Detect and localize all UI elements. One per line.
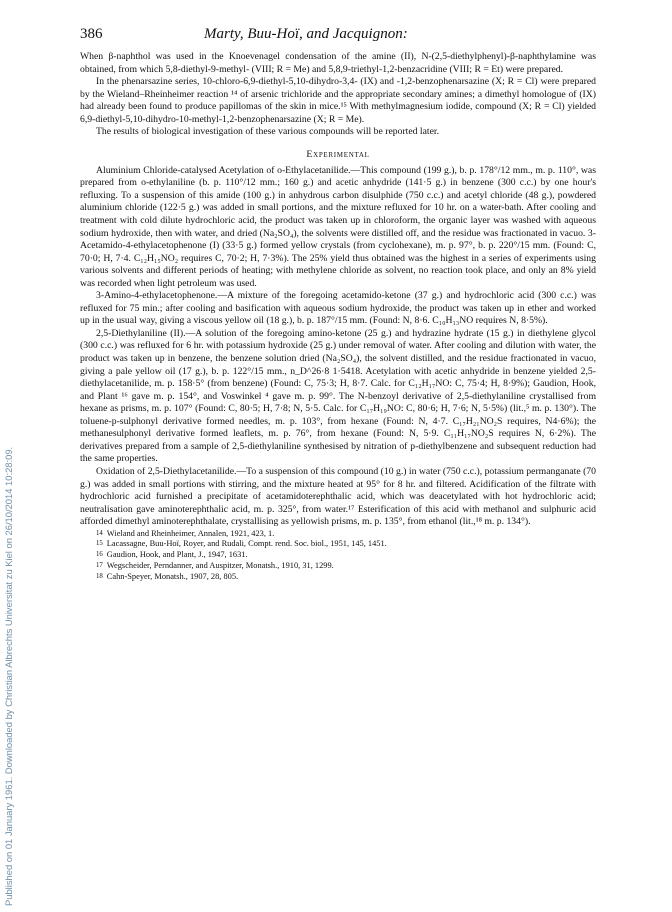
footnote-text: Wegscheider, Perndanner, and Auspitzer, Monatsh., 1910, 31, 1299.	[106, 561, 334, 571]
page-number: 386	[80, 26, 103, 42]
download-watermark	[2, 96, 16, 906]
footnote	[80, 550, 596, 561]
paragraph: The results of biological investigation of these various compounds will be reported later.	[96, 126, 440, 138]
footnote-text: Cahn-Speyer, Monatsh., 1907, 28, 805.	[106, 571, 239, 581]
experimental-paragraph: Aluminium Chloride-catalysed Acetylation of o-Ethylacetanilide.—This compound (199 g.), b. p. 178°/12 mm., m. p. 110°, was prepared from o-ethylaniline (b. p. 110°/12 mm.; 160 g.) and acetic anhydride (141·5 g.) in benzene (300 c.c.) by one hour's refluxing. To a suspension of this amide (100 g.) in anhydrous carbon disulphide (750 c.c.) and acetyl chloride (48 g.), powdered aluminium chloride (122·5 g.) was added in small portions, and the mixture refluxed for 10 hr. on a water-bath. After cooling and treatment with cold dilute hydrochloric acid, the product was taken up in chloroform, the organic layer was washed with aqueous sodium hydroxide, then with water, and dried (Na₂SO₄), the solvents were distilled off, and the residue was fractionated in vacuo. 3-Acetamido-4-ethylacetophenone (I) (33·5 g.) formed yellow crystals (from cyclohexane), m. p. 97°, b. p. 220°/15 mm. (Found: C, 70·0; H, 7·4. C₁₂H₁₅NO₂ requires C, 70·2; H, 7·3%). The 25% yield thus obtained was the highest in a series of experiments using various solvents and different periods of heating; with methylene chloride as solvent, no reaction took place, and only an 8% yield was recorded when light petroleum was used.	[80, 164, 596, 289]
footnote-ref: 15	[96, 540, 103, 548]
footnote-ref: 14	[96, 529, 103, 537]
running-header	[80, 26, 596, 50]
section-title: Experimental	[306, 148, 370, 160]
experimental-paragraph: 3-Amino-4-ethylacetophenone.—A mixture of the foregoing acetamido-ketone (37 g.) and hydrochloric acid (300 c.c.) was refluxed for 75 min.; after cooling and basification with aqueous sodium hydroxide, the product was taken up in ether and worked up in the usual way, giving a viscous yellow oil (18 g.), b. p. 187°/15 mm. (Found: N, 8·6. C₁₀H₁₃NO requires N, 8·5%).	[80, 290, 596, 327]
paragraph: In the phenarsazine series, 10-chloro-6,9-diethyl-5,10-dihydro-3,4- (IX) and -1,2-benzophenarsazine (X; R = Cl) were prepared by the Wieland–Rheinheimer reaction ¹⁴ of arsenic trichloride and the appropriate secondary amines; a dimethyl homologue of (IX) had already been found to produce papillomas of the skin in mice.¹⁵ With methylmagnesium iodide, compound (X; R = Cl) yielded 6,9-diethyl-5,10-dihydro-10-methyl-1,2-benzophenarsazine (X; R = Me).	[80, 76, 596, 125]
experimental-paragraph: Oxidation of 2,5-Diethylacetanilide.—To a suspension of this compound (10 g.) in water (750 c.c.), potassium permanganate (70 g.) was added in small portions with stirring, and the mixture heated at 95° for 8 hr. and filtered. Acidification of the filtrate with hydrochloric acid furnished a precipitate of acetamidoterephthalic acid, which was deacetylated with hot hydrochloric acid; neutralisation gave aminoterephthalic acid, m. p. 325°, from water.¹⁷ Esterification of this acid with methanol and sulphuric acid afforded dimethyl aminoterephthalate, crystallising as yellowish prisms, m. p. 135°, from ethanol (lit.,¹⁸ m. p. 134°).	[80, 465, 596, 528]
paragraph: When β-naphthol was used in the Knoevenagel condensation of the amine (II), N-(2,5-diethylphenyl)-β-naphthylamine was obtained, from which 5,8-diethyl-9-methyl- (VIII; R = Me) and 5,8,9-triethyl-1,2-benzacridine (VIII; R = Et) were prepared.	[80, 51, 596, 75]
footnote-text: Lacassagne, Buu-Hoï, Royer, and Rudali, Compt. rend. Soc. biol., 1951, 145, 1451.	[106, 539, 387, 549]
footnote-text: Wieland and Rheinheimer, Annalen, 1921, 423, 1.	[106, 528, 275, 538]
page-content	[80, 26, 596, 583]
footnote	[80, 529, 596, 540]
footnote	[80, 539, 596, 550]
download-watermark-text: Published on 01 January 1961. Downloaded by Christian Albrechts Universitat zu Kiel on 26/10/2014 10:28:09.	[3, 446, 14, 906]
footnote-ref: 16	[96, 551, 103, 559]
footnote	[80, 561, 596, 572]
running-title: Marty, Buu-Hoï, and Jacquignon:	[204, 26, 408, 42]
footnote-text: Gaudion, Hook, and Plant, J., 1947, 1631.	[106, 550, 248, 560]
footnote-ref: 17	[96, 562, 103, 570]
footnotes	[80, 529, 596, 583]
experimental-paragraph: 2,5-Diethylaniline (II).—A solution of the foregoing amino-ketone (25 g.) and hydrazine hydrate (15 g.) in diethylene glycol (300 c.c.) was refluxed for 6 hr. with potassium hydroxide (25 g.) under removal of water. After cooling and dilution with water, the product was taken up in benzene, the benzene solution dried (Na₂SO₄), the solvent distilled, and the residue fractionated in vacuo, giving a pale yellow oil (17 g.), b. p. 122°/15 mm., n_D^26·8 1·5418. Acetylation with acetic anhydride in benzene yielded 2,5-diethylacetanilide, m. p. 158·5° (from benzene) (Found: C, 75·3; H, 8·7. Calc. for C₁₂H₁₇NO: C, 75·4; H, 8·9%); Gaudion, Hook, and Plant ¹⁶ gave m. p. 154°, and Voswinkel ⁴ gave m. p. 99°. The N-benzoyl derivative of 2,5-diethylaniline crystallised from hexane as prisms, m. p. 107° (Found: C, 80·5; H, 7·8; N, 5·5. Calc. for C₁₇H₁₉NO: C, 80·6; H, 7·6; N, 5·5%) (lit.,⁵ m. p. 130°). The toluene-p-sulphonyl derivative formed needles, m. p. 103°, from hexane (Found: N, 4·7. C₁₇H₂₁NO₂S requires, N4·6%); the methanesulphonyl derivative formed leaflets, m. p. 76°, from hexane (Found: N, 5·9. C₁₁H₁₇NO₂S requires N, 6·2%). The derivatives prepared from a sample of 2,5-diethylaniline synthesised by nitration of p-diethylbenzene and subsequent reduction had the same properties.	[80, 327, 596, 465]
footnote	[80, 572, 596, 583]
article-body	[80, 51, 596, 529]
footnote-ref: 18	[96, 572, 103, 580]
